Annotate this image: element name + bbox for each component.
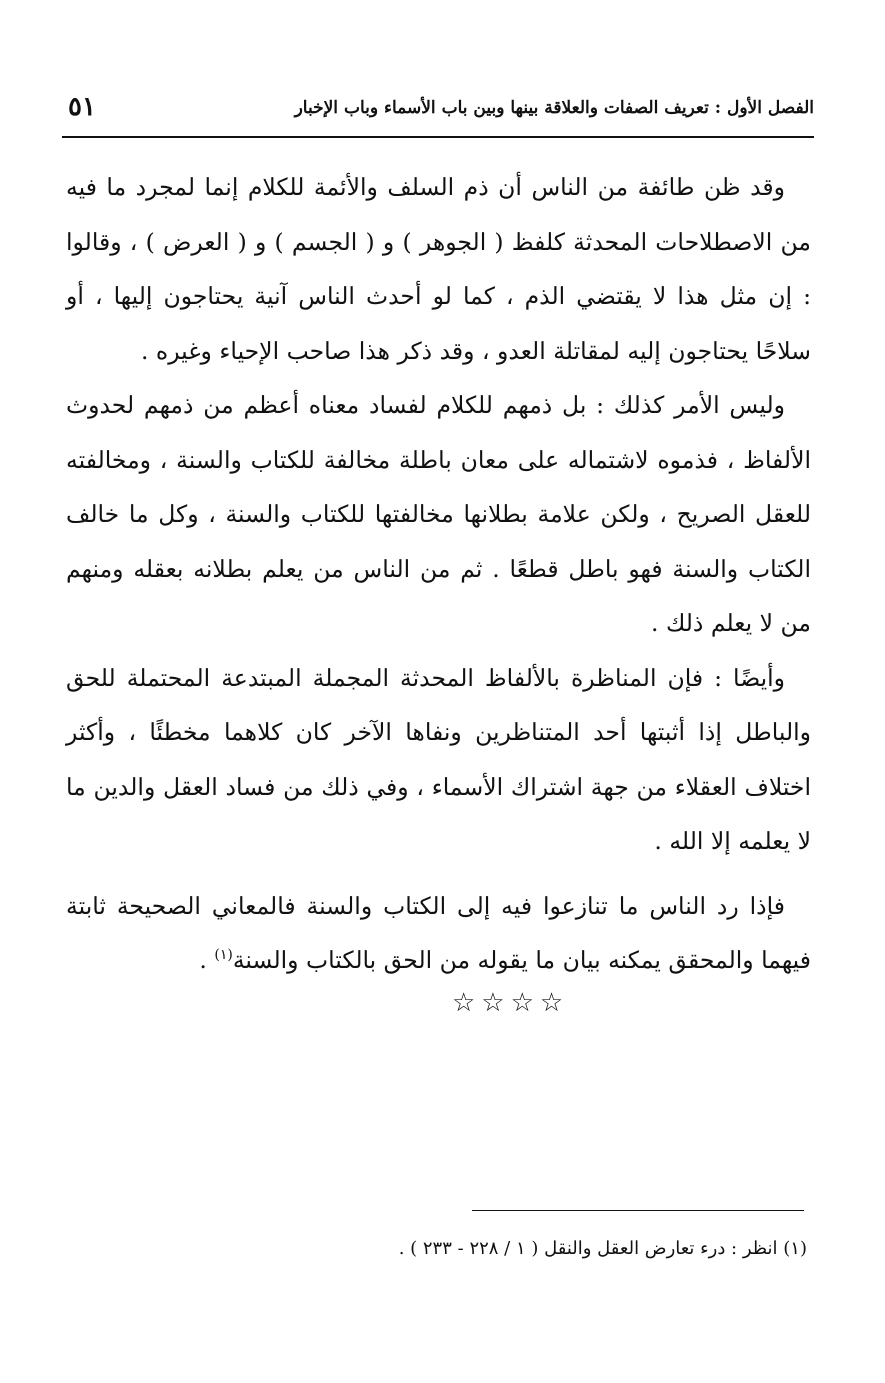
footnote-reference: (١) <box>214 947 233 964</box>
paragraph-3: وأيضًا : فإن المناظرة بالألفاظ المحدثة المجملة المبتدعة المحتملة للحق والباطل إذا أثبتها أحد المتناظرين ونفاها الآخر كان كلاهما مخطئًا ، وأكثر اختلاف العقلاء من جهة اشتراك الأسماء ، وفي ذلك من فساد العقل والدين ما لا يعلمه إلا الله . <box>66 663 811 855</box>
footnote-text: (١) انظر : درء تعارض العقل والنقل ( ١ / ٢٢٨ - ٢٣٣ ) . <box>398 1238 807 1259</box>
main-text <box>66 160 811 988</box>
paragraph-4-text: فإذا رد الناس ما تنازعوا فيه إلى الكتاب والسنة فالمعاني الصحيحة ثابتة فيهما والمحقق يمكنه بيان ما يقوله من الحق بالكتاب والسنة <box>66 891 811 974</box>
running-header <box>62 92 814 138</box>
page-number: ٥١ <box>68 92 96 122</box>
footnote-divider <box>472 1210 804 1211</box>
chapter-title: الفصل الأول : تعريف الصفات والعلاقة بينها وبين باب الأسماء وباب الإخبار <box>294 98 814 118</box>
star-separator: ☆☆☆☆ <box>452 988 570 1018</box>
paragraph-4 <box>66 879 811 988</box>
paragraph-2: وليس الأمر كذلك : بل ذمهم للكلام لفساد معناه أعظم من ذمهم لحدوث الألفاظ ، فذموه لاشتماله على معان باطلة مخالفة للكتاب والسنة ، ومخالفته للعقل الصريح ، ولكن علامة بطلانها مخالفتها للكتاب والسنة ، وكل ما خالف الكتاب والسنة فهو باطل قطعًا . ثم من الناس من يعلم بطلانه بعقله ومنهم من لا يعلم ذلك . <box>66 391 811 637</box>
paragraph-1: وقد ظن طائفة من الناس أن ذم السلف والأئمة للكلام إنما لمجرد ما فيه من الاصطلاحات المحدثة كلفظ ( الجوهر ) و ( الجسم ) و ( العرض ) ، وقالوا : إن مثل هذا لا يقتضي الذم ، كما لو أحدث الناس آنية يحتاجون إليها ، أو سلاحًا يحتاجون إليه لمقاتلة العدو ، وقد ذكر هذا صاحب الإحياء وغيره . <box>66 173 811 365</box>
paragraph-4-end: . <box>199 946 215 974</box>
